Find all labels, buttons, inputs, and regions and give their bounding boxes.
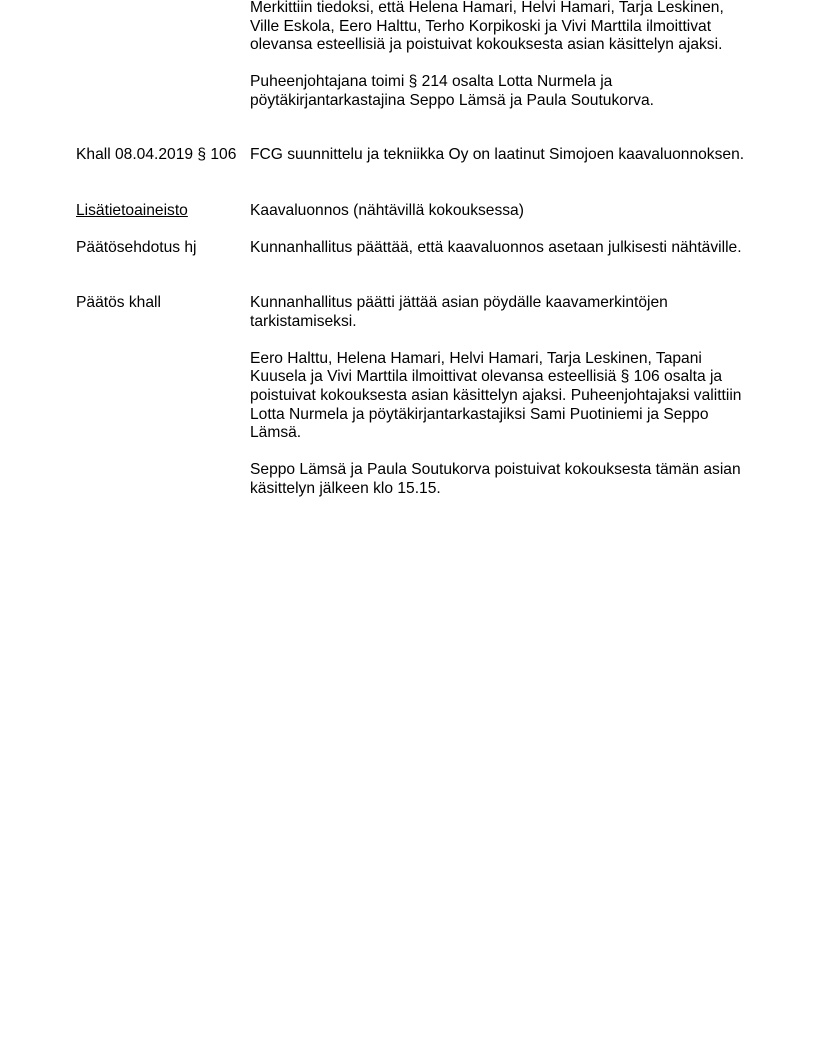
khall-entry-text: FCG suunnittelu ja tekniikka Oy on laatinut Simojoen kaavaluonnoksen. <box>250 146 745 163</box>
paatosehdotus-content <box>250 239 750 258</box>
khall-entry-content <box>250 146 750 165</box>
lisatieto-text: Kaavaluonnos (nähtävillä kokouksessa) <box>250 202 524 219</box>
paatosehdotus-text: Kunnanhallitus päättää, että kaavaluonnos asetaan julkisesti nähtäville. <box>250 239 742 256</box>
continuation-paragraph-2: Puheenjohtajana toimi § 214 osalta Lotta Nurmela ja pöytäkirjantarkastajina Seppo Lämsä ja Paula Soutukorva. <box>250 73 654 109</box>
continuation-paragraph-1: Merkittiin tiedoksi, että Helena Hamari, Helvi Hamari, Tarja Leskinen, Ville Eskola, Eero Halttu, Terho Korpikoski ja Vivi Marttila ilmoittivat olevansa esteellisiä ja poistuivat kokouksesta asian käsittelyn ajaksi. <box>250 0 724 54</box>
continuation-content <box>250 0 750 111</box>
paatos-paragraph-1: Kunnanhallitus päätti jättää asian pöydälle kaavamerkintöjen tarkistamiseksi. <box>250 294 668 330</box>
paatosehdotus-label: Päätösehdotus hj <box>76 239 197 256</box>
lisatieto-content <box>250 202 750 221</box>
paatos-paragraph-3: Seppo Lämsä ja Paula Soutukorva poistuivat kokouksesta tämän asian käsittelyn jälkeen klo 15.15. <box>250 461 741 497</box>
paatos-paragraph-2: Eero Halttu, Helena Hamari, Helvi Hamari, Tarja Leskinen, Tapani Kuusela ja Vivi Marttila ilmoittivat olevansa esteellisiä § 106 osalta ja poistuivat kokouksesta asian käsittelyn ajaksi. Puheenjohtajaksi valittiin Lotta Nurmela ja pöytäkirjantarkastajiksi Sami Puotiniemi ja Seppo Lämsä. <box>250 349 742 442</box>
paatos-label: Päätös khall <box>76 294 161 311</box>
lisatieto-label: Lisätietoaineisto <box>76 202 188 219</box>
khall-entry-label: Khall 08.04.2019 § 106 <box>76 146 237 163</box>
paatos-content <box>250 294 750 499</box>
